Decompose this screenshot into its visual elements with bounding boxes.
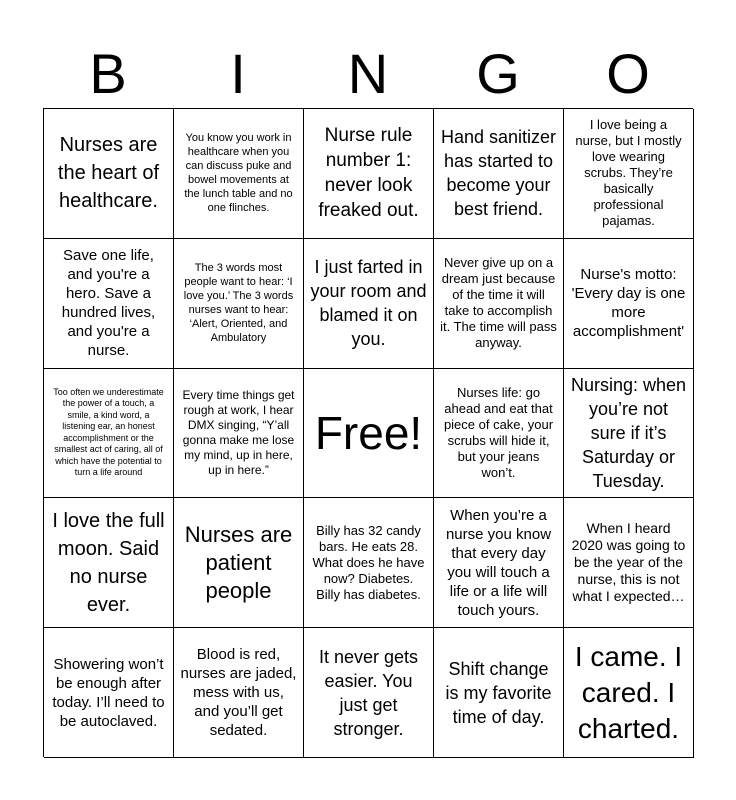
bingo-cell[interactable] xyxy=(564,498,694,628)
bingo-cell[interactable] xyxy=(44,239,174,369)
cell-text: The 3 words most people want to hear: ‘I love you.’ The 3 words nurses want to hear: ‘Alert, Oriented, and Ambulatory xyxy=(183,262,294,345)
cell-text: Billy has 32 candy bars. He eats 28. What does he have now? Diabetes. Billy has diabetes. xyxy=(312,522,425,602)
bingo-cell[interactable] xyxy=(564,628,694,758)
bingo-cell[interactable] xyxy=(564,109,694,239)
cell-text: Showering won’t be enough after today. I’ll need to be autoclaved. xyxy=(52,655,165,730)
header-letter-i: I xyxy=(230,42,246,105)
header-letter-b: B xyxy=(89,42,127,105)
free-space-text: Free! xyxy=(314,406,423,459)
cell-text: Hand sanitizer has started to become your best friend. xyxy=(440,127,557,220)
cell-text: I love being a nurse, but I mostly love wearing scrubs. They’re basically professional pajamas. xyxy=(575,117,682,229)
bingo-cell[interactable] xyxy=(434,109,564,239)
cell-text: Too often we underestimate the power of a touch, a smile, a kind word, a listening ear, an honest accomplishment or the smallest act of caring, all of which have the potential to turn a life around xyxy=(53,386,164,478)
bingo-cell[interactable] xyxy=(434,239,564,369)
cell-text: When you’re a nurse you know that every day you will touch a life or a life will touch yours. xyxy=(445,506,552,619)
bingo-cell[interactable] xyxy=(434,628,564,758)
bingo-cell[interactable] xyxy=(304,628,434,758)
cell-text: Every time things get rough at work, I hear DMX singing, “Y’all gonna make me lose my mind, up in here, up in here.” xyxy=(182,387,295,477)
bingo-cell[interactable] xyxy=(174,498,304,628)
cell-text: Nurses life: go ahead and eat that piece of cake, your scrubs will hide it, but your jeans won’t. xyxy=(443,384,554,480)
cell-text: When I heard 2020 was going to be the year of the nurse, this is not what I expected… xyxy=(571,520,686,605)
cell-text: Shift change is my favorite time of day. xyxy=(445,658,552,727)
bingo-cell[interactable] xyxy=(44,498,174,628)
bingo-cell[interactable] xyxy=(304,239,434,369)
bingo-cell[interactable] xyxy=(304,498,434,628)
cell-text: Nursing: when you’re not sure if it’s Saturday or Tuesday. xyxy=(570,374,687,491)
bingo-cell[interactable] xyxy=(434,498,564,628)
cell-text: Blood is red, nurses are jaded, mess with us, and you’ll get sedated. xyxy=(180,646,297,740)
bingo-cell[interactable] xyxy=(434,369,564,499)
cell-text: I love the full moon. Said no nurse ever. xyxy=(52,509,165,616)
bingo-cell[interactable] xyxy=(44,109,174,239)
bingo-cell[interactable] xyxy=(174,628,304,758)
header-letter-n: N xyxy=(347,42,389,105)
header-letter-o: O xyxy=(606,42,650,105)
cell-text: Save one life, and you're a hero. Save a hundred lives, and you're a nurse. xyxy=(61,247,156,360)
bingo-cell[interactable] xyxy=(44,369,174,499)
cell-text: You know you work in healthcare when you can discuss puke and bowel movements at the lunch table and no one flinches. xyxy=(184,132,293,215)
cell-text: Nurse's motto: 'Every day is one more accomplishment' xyxy=(571,266,686,341)
cell-text: Never give up on a dream just because of the time it will take to accomplish it. The time will pass anyway. xyxy=(440,255,557,351)
bingo-grid xyxy=(43,108,693,757)
cell-text: Nurses are patient people xyxy=(184,521,293,603)
bingo-header xyxy=(43,40,693,108)
cell-text: I came. I cared. I charted. xyxy=(574,640,683,744)
bingo-cell[interactable] xyxy=(564,239,694,369)
bingo-cell[interactable] xyxy=(44,628,174,758)
cell-text: I just farted in your room and blamed it on you. xyxy=(310,257,427,350)
bingo-cell[interactable] xyxy=(174,369,304,499)
bingo-cell[interactable] xyxy=(174,239,304,369)
bingo-cell[interactable] xyxy=(304,109,434,239)
free-space-cell[interactable] xyxy=(304,369,434,499)
cell-text: It never gets easier. You just get stronger. xyxy=(318,646,419,739)
bingo-cell[interactable] xyxy=(564,369,694,499)
bingo-cell[interactable] xyxy=(174,109,304,239)
cell-text: Nurses are the heart of healthcare. xyxy=(57,134,160,213)
cell-text: Nurse rule number 1: never look freaked out. xyxy=(318,125,419,222)
header-letter-g: G xyxy=(476,42,520,105)
